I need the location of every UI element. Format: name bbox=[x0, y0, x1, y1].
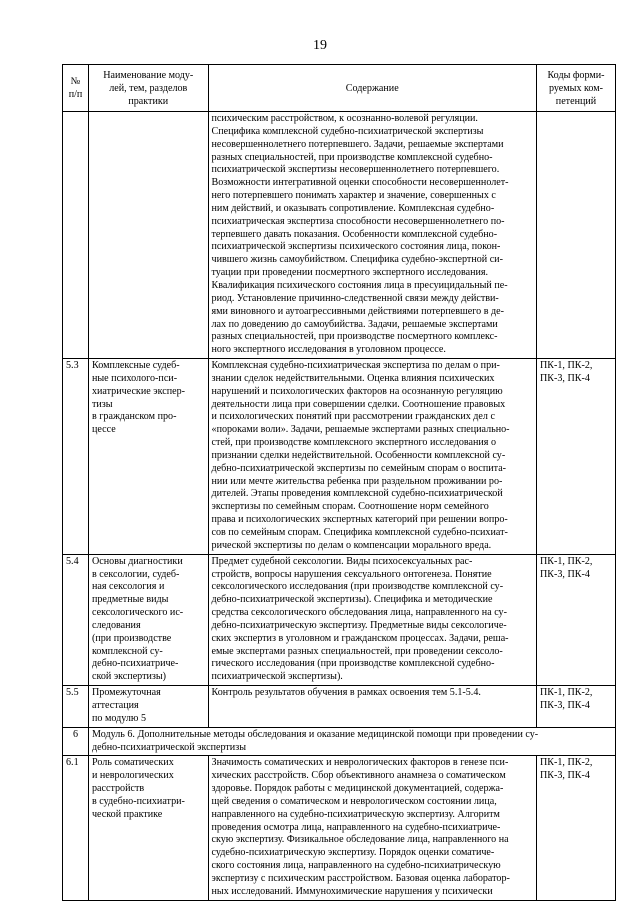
table-row-continued bbox=[63, 112, 616, 359]
module-title: Модуль 6. Дополнительные методы обследования и оказание медицинской помощи при проведении су- дебно-психиатрической экспертизы bbox=[88, 727, 615, 756]
table-row-6-1 bbox=[63, 756, 616, 900]
header-competency-codes: Коды форми- руемых ком- петенций bbox=[536, 65, 615, 112]
row-number bbox=[63, 112, 89, 359]
row-number: 5.5 bbox=[63, 686, 89, 728]
row-name: Комплексные судеб- ные психолого-пси- хиатрические экспер- тизы в гражданском про- цессе bbox=[88, 359, 208, 555]
row-codes: ПК-1, ПК-2, ПК-3, ПК-4 bbox=[536, 359, 615, 555]
module-number: 6 bbox=[63, 727, 89, 756]
module-6-heading-row bbox=[63, 727, 616, 756]
row-content: Контроль результатов обучения в рамках освоения тем 5.1-5.4. bbox=[208, 686, 536, 728]
row-codes: ПК-1, ПК-2, ПК-3, ПК-4 bbox=[536, 686, 615, 728]
header-module-name: Наименование моду- лей, тем, разделов практики bbox=[88, 65, 208, 112]
row-codes: ПК-1, ПК-2, ПК-3, ПК-4 bbox=[536, 756, 615, 900]
page-number: 19 bbox=[313, 38, 327, 53]
row-number: 6.1 bbox=[63, 756, 89, 900]
row-number: 5.3 bbox=[63, 359, 89, 555]
table-row-5-4 bbox=[63, 554, 616, 685]
row-name: Промежуточная аттестация по модулю 5 bbox=[88, 686, 208, 728]
table-header-row bbox=[63, 65, 616, 112]
row-codes: ПК-1, ПК-2, ПК-3, ПК-4 bbox=[536, 554, 615, 685]
row-content: Предмет судебной сексологии. Виды психосексуальных рас- стройств, вопросы нарушения сексуального онтогенеза. Понятие сексологического исследования (при производстве комплексной су- дебно-психиатрической экспертизы). Специфика и методические средства сексологического обследования лица, направленного на су- дебно-психиатрическую экспертизу. Предметные виды сексологиче- ских экспертиз в уголовном и гражданском процессах. Задачи, реша- емые экспертами разных специальностей, при проведении сексоло- гического исследования (при производстве комплексной судебно- психиатрической экспертизы). bbox=[208, 554, 536, 685]
header-number: № п/п bbox=[63, 65, 89, 112]
row-content: Комплексная судебно-психиатрическая экспертиза по делам о при- знании сделок недействительными. Оценка влияния психических нарушений и психологических факторов на осознанную регуляцию деятельности лица при совершении сделки. Соотношение правовых и психологических понятий при рассмотрении гражданских дел с «пороками воли». Задачи, решаемые экспертами разных специально- стей, при производстве комплексного экспертного исследования о признании сделки недействительной. Особенности комплексной су- дебно-психиатрической экспертизы по семейным спорам о воспита- нии или мечте жительства ребенка при раздельном проживании ро- дителей. Этапы проведения комплексной судебно-психиатрической экспертизы по семейным спорам. Соотношение норм семейного права и психологических экспертных категорий при решении вопро- сов по семейным спорам. Специфика комплексной судебно-психиат- рической экспертизы по делам о компенсации морального вреда. bbox=[208, 359, 536, 555]
row-codes bbox=[536, 112, 615, 359]
row-content: Значимость соматических и неврологических факторов в генезе пси- хических расстройств. Сбор объективного анамнеза о соматическом здоровье. Порядок работы с медицинской документацией, содержа- щей сведения о соматическом и неврологическом состоянии лица, направленного на судебно-психиатрическую экспертизу. Алгоритм проведения осмотра лица, направленного на судебно-психиатриче- скую экспертизу. Физикальное обследование лица, направленного на судебно-психиатрическую экспертизу. Порядок оценки соматиче- ского состояния лица, направленного на судебно-психиатрическую экспертизу с психическим расстройством. Базовая оценка лаборатор- ных исследований. Иммунохимические нарушения у психически bbox=[208, 756, 536, 900]
table-row-5-3 bbox=[63, 359, 616, 555]
curriculum-table bbox=[62, 64, 616, 901]
row-content: психическим расстройством, к осознанно-волевой регуляции. Специфика комплексной судебно-психиатрической экспертизы несовершеннолетнего потерпевшего. Задачи, решаемые экспертами разных специальностей, при производстве комплексной судебно- психиатрической экспертизы несовершеннолетнего потерпевшего. Возможности интегративной оценки способности несовершеннолет- него потерпевшего понимать характер и значение, совершенных с ним действий, и оказывать сопротивление. Комплексная судебно- психиатрическая экспертиза способности несовершеннолетнего по- терпевшего давать показания. Особенности комплексной судебно- психиатрической экспертизы психического состояния лица, покон- чившего жизнь самоубийством. Специфика судебно-экспертной си- туации при проведении посмертного экспертного исследования. Квалификация психического состояния лица в пресуицидальный пе- риод. Установление причинно-следственной связи между действи- ями виновного и аутоагрессивными действиями потерпевшего в де- лах по доведению до самоубийства. Задачи, решаемые экспертами разных специальностей, при производстве посмертного комплекс- ного экспертного исследования в уголовном процессе. bbox=[208, 112, 536, 359]
row-name: Основы диагностики в сексологии, судеб- ная сексология и предметные виды сексологического ис- следования (при производстве комплексной су- дебно-психиатриче- ской экспертизы) bbox=[88, 554, 208, 685]
row-name: Роль соматических и неврологических расстройств в судебно-психиатри- ческой практике bbox=[88, 756, 208, 900]
table-row-5-5 bbox=[63, 686, 616, 728]
row-name bbox=[88, 112, 208, 359]
header-content: Содержание bbox=[208, 65, 536, 112]
row-number: 5.4 bbox=[63, 554, 89, 685]
